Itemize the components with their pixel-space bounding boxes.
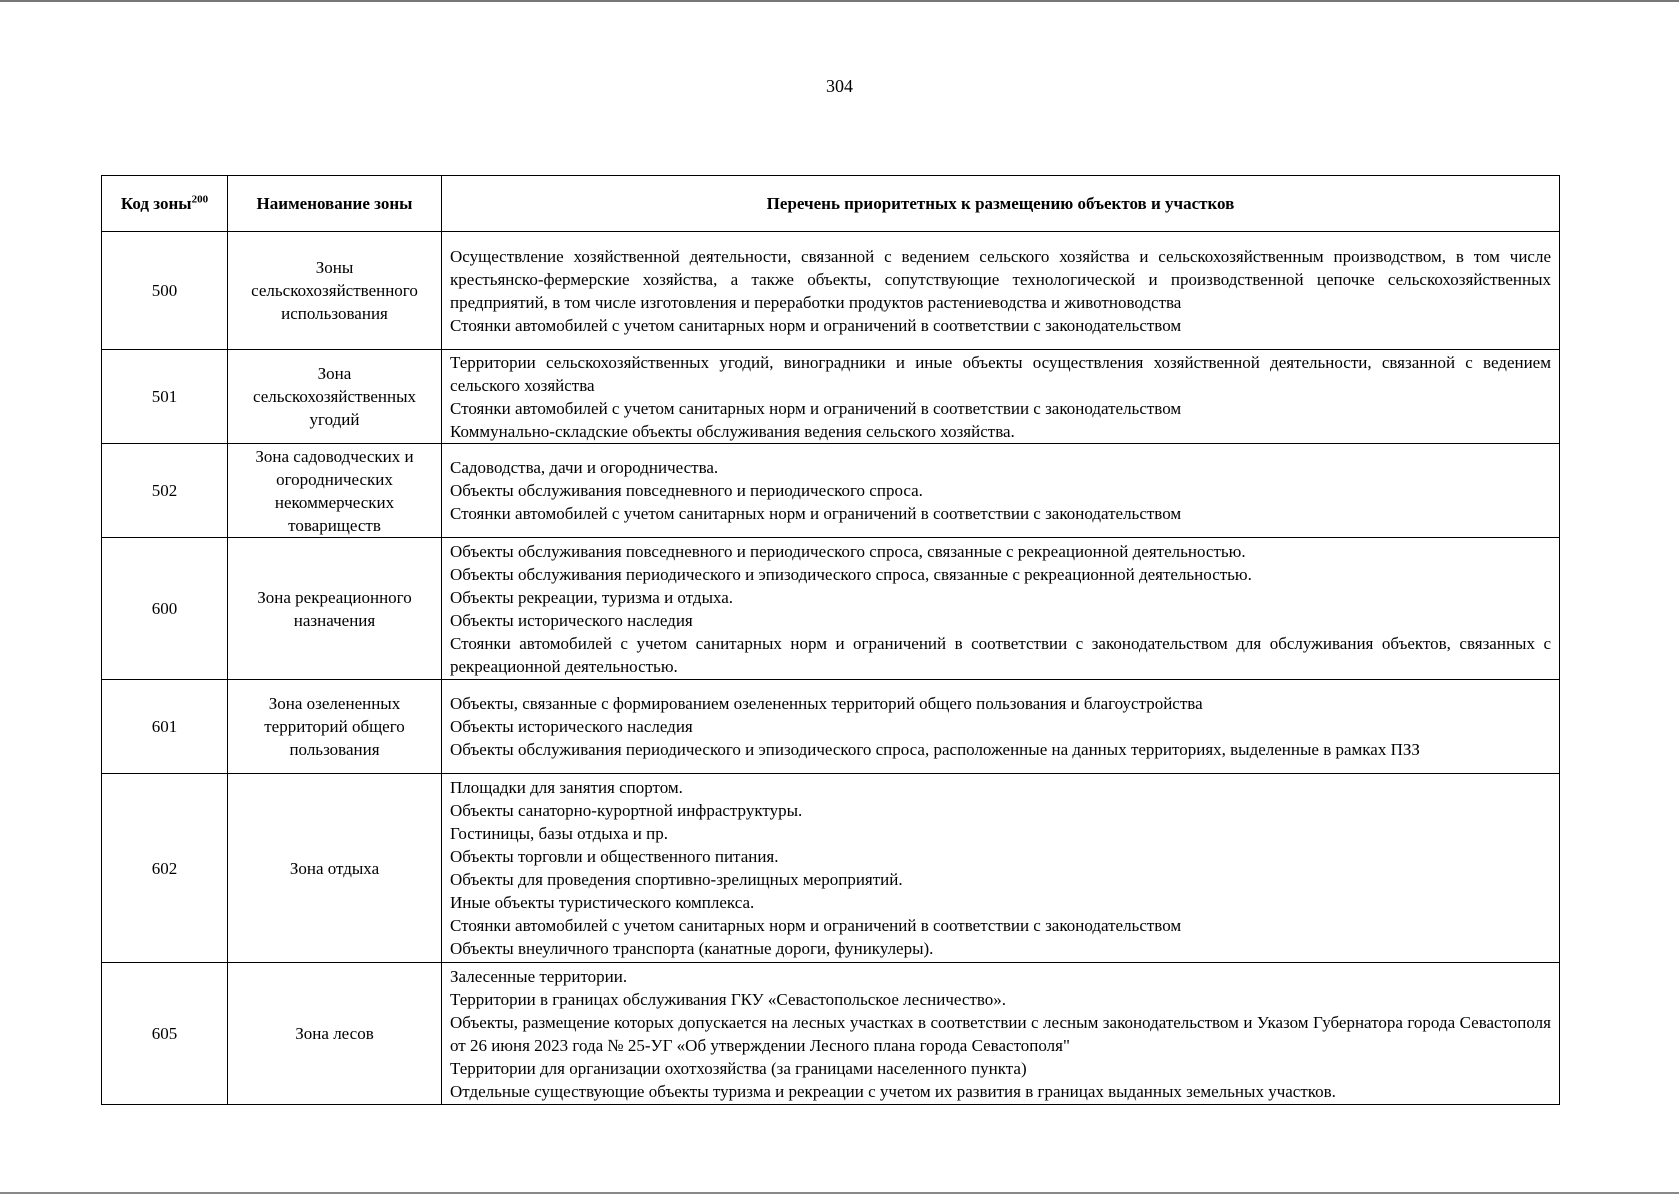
table-row [102, 232, 1560, 350]
object-item: Объекты, связанные с формированием озелененных территорий общего пользования и благоустройства [450, 694, 1203, 713]
table-row [102, 774, 1560, 963]
object-item: Залесенные территории. [450, 966, 628, 986]
scan-bottom-edge [0, 1192, 1679, 1194]
table-row [102, 538, 1560, 680]
object-item: Объекты рекреации, туризма и отдыха. [450, 587, 734, 607]
object-item: Стоянки автомобилей с учетом санитарных норм и ограничений в соответствии с законодательством [450, 916, 1182, 935]
zone-code: 605 [102, 963, 228, 1105]
object-item: Иные объекты туристического комплекса. [450, 893, 755, 912]
table-body [102, 232, 1560, 1105]
object-item: Территории для организации охотхозяйства (за границами населенного пункта) [450, 1058, 1027, 1078]
table-row [102, 350, 1560, 444]
object-item: Площадки для занятия спортом. [450, 778, 683, 797]
object-item: Объекты обслуживания повседневного и периодического спроса. [450, 481, 923, 500]
object-item: Стоянки автомобилей с учетом санитарных норм и ограничений в соответствии с законодательством [450, 398, 1182, 418]
object-item: Объекты обслуживания повседневного и периодического спроса, связанные с рекреационной деятельностью. [450, 541, 1246, 561]
zone-name: Зона сельскохозяйственных угодий [228, 350, 442, 444]
object-item: Отдельные существующие объекты туризма и рекреации с учетом их развития в границах выданных земельных участков. [450, 1081, 1336, 1101]
zone-code: 602 [102, 774, 228, 963]
object-item: Объекты торговли и общественного питания. [450, 847, 779, 866]
zone-code: 601 [102, 680, 228, 774]
zone-name: Зона лесов [228, 963, 442, 1105]
table-row [102, 680, 1560, 774]
object-item: Объекты внеуличного транспорта (канатные дороги, фуникулеры). [450, 939, 934, 958]
object-item: Стоянки автомобилей с учетом санитарных норм и ограничений в соответствии с законодательством для обслуживания объектов, связанных с рекреационной деятельностью. [450, 633, 1551, 676]
object-item: Осуществление хозяйственной деятельности, связанной с ведением сельского хозяйства и сельскохозяйственным производством, в том числе крестьянско-фермерские хозяйства, а также объекты, сопутствующие технологической и производственной цепочке сельскохозяйственных предприятий, в том числе изготовления и переработки продуктов растениеводства и животноводства [450, 246, 1551, 312]
table-row [102, 963, 1560, 1105]
scan-top-edge [0, 0, 1679, 2]
footnote-ref: 200 [191, 193, 209, 206]
zone-name: Зона рекреационного назначения [228, 538, 442, 680]
zone-objects [442, 350, 1560, 444]
object-item: Объекты обслуживания периодического и эпизодического спроса, расположенные на данных территориях, выделенные в рамках ПЗЗ [450, 740, 1420, 759]
zone-objects [442, 774, 1560, 963]
object-item: Объекты обслуживания периодического и эпизодического спроса, связанные с рекреационной деятельностью. [450, 564, 1252, 584]
object-item: Гостиницы, базы отдыха и пр. [450, 824, 668, 843]
object-item: Объекты исторического наследия [450, 717, 693, 736]
header-code [102, 176, 228, 232]
object-item: Стоянки автомобилей с учетом санитарных норм и ограничений в соответствии с законодательством [450, 315, 1182, 335]
zone-objects [442, 680, 1560, 774]
table-row [102, 444, 1560, 538]
zone-code: 501 [102, 350, 228, 444]
object-item: Объекты, размещение которых допускается на лесных участках в соответствии с лесным законодательством и Указом Губернатора города Севастополя от 26 июня 2023 года № 25-УГ «Об утверждении Лесного плана города Севастополя" [450, 1012, 1551, 1055]
object-item: Объекты санаторно-курортной инфраструктуры. [450, 801, 803, 820]
object-item: Объекты для проведения спортивно-зрелищных мероприятий. [450, 870, 903, 889]
object-item: Садоводства, дачи и огородничества. [450, 458, 719, 477]
object-item: Объекты исторического наследия [450, 610, 693, 630]
zone-objects [442, 963, 1560, 1105]
zone-name: Зоны сельскохозяйственного использования [228, 232, 442, 350]
page-number: 304 [826, 76, 853, 96]
zone-name: Зона озелененных территорий общего пользования [228, 680, 442, 774]
zone-objects [442, 444, 1560, 538]
zone-name: Зона садоводческих и огороднических некоммерческих товариществ [228, 444, 442, 538]
zone-code: 502 [102, 444, 228, 538]
table-header-row [102, 176, 1560, 232]
zone-objects [442, 232, 1560, 350]
object-item: Стоянки автомобилей с учетом санитарных норм и ограничений в соответствии с законодательством [450, 504, 1182, 523]
header-code-label: Код зоны [120, 194, 192, 213]
header-objects: Перечень приоритетных к размещению объектов и участков [442, 176, 1560, 232]
zone-objects [442, 538, 1560, 680]
zone-code: 500 [102, 232, 228, 350]
object-item: Территории сельскохозяйственных угодий, виноградники и иные объекты осуществления хозяйственной деятельности, связанной с ведением сельского хозяйства [450, 352, 1551, 395]
zone-name: Зона отдыха [228, 774, 442, 963]
object-item: Коммунально-складские объекты обслуживания ведения сельского хозяйства. [450, 421, 1015, 441]
zone-code: 600 [102, 538, 228, 680]
zones-table [101, 175, 1560, 1105]
object-item: Территории в границах обслуживания ГКУ «Севастопольское лесничество». [450, 989, 1007, 1009]
header-name: Наименование зоны [228, 176, 442, 232]
